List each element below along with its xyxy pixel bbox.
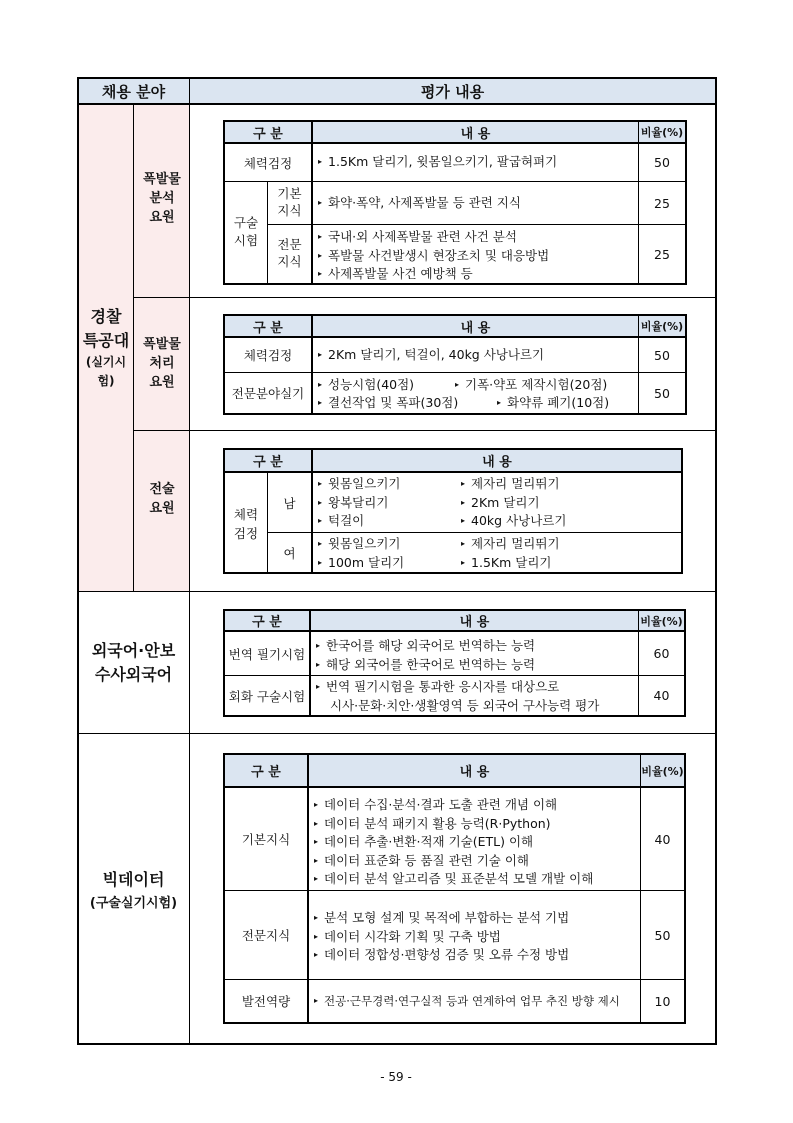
table2-header-ratio: 비율(%) <box>640 320 684 333</box>
disposal-label-line3: 요원 <box>149 375 175 390</box>
outer-border-right <box>715 77 717 1045</box>
bullet-icon: ▸ <box>455 380 460 389</box>
table1-expert-label <box>268 236 311 270</box>
table1-expert-item <box>318 248 549 267</box>
outer-row-divider-1 <box>134 297 716 298</box>
bullet-icon: ▸ <box>461 516 466 525</box>
table3-fitness-line2: 검정 <box>233 526 259 541</box>
table3-male-left <box>318 476 400 532</box>
disposal-label-line2: 처리 <box>149 356 175 371</box>
table3-header-content: 내 용 <box>482 455 512 470</box>
bullet-icon: ▸ <box>461 557 466 567</box>
bullet-icon: ▸ <box>318 269 323 278</box>
table2-header-gubun: 구 분 <box>253 320 283 336</box>
table2-fitness-content <box>318 347 544 366</box>
table5-border-bottom <box>223 1022 686 1024</box>
table5-basic-ratio: 40 <box>654 831 671 847</box>
table5-item <box>314 834 593 853</box>
header-recruitment-field: 채용 분야 <box>101 82 166 101</box>
table5-item-text: 데이터 분석 패키지 활용 능력(R·Python) <box>324 815 551 831</box>
table3-border-bottom <box>223 572 683 574</box>
eod-label-line1: 폭발물 <box>143 172 181 187</box>
table1-expert-text: 국내·외 사제폭발물 관련 사건 분석 <box>328 229 517 244</box>
table3-row-line <box>268 532 682 533</box>
table1-oral-label <box>225 214 267 250</box>
bullet-icon: ▸ <box>314 800 319 809</box>
table1-basic-ratio: 25 <box>654 195 670 211</box>
bullet-icon: ▸ <box>314 874 319 883</box>
bullet-icon: ▸ <box>318 250 323 260</box>
table4-header-content: 내 용 <box>459 615 490 630</box>
table2-practical-item <box>318 395 458 414</box>
police-category-line2: 특공대 <box>82 331 130 350</box>
table1-fitness-label: 체력검정 <box>243 155 293 171</box>
table3-header-gubun: 구 분 <box>253 455 283 470</box>
table1-basic-content <box>318 195 521 214</box>
bigdata-category <box>78 734 189 1044</box>
bullet-icon: ▸ <box>318 516 323 525</box>
table3-item-text: 제자리 멀리뛰기 <box>471 536 560 551</box>
police-category-line1: 경찰 <box>90 307 122 326</box>
table3-male-label: 남 <box>283 495 296 511</box>
table3-female-left <box>318 536 404 573</box>
bullet-icon: ▸ <box>314 950 319 959</box>
table4-item-text: 번역 필기시험을 통과한 응시자를 대상으로 <box>326 679 560 694</box>
table4-translation-content <box>316 638 535 675</box>
disposal-label-line1: 폭발물 <box>143 337 181 352</box>
table2-practical-item <box>455 377 607 396</box>
bullet-icon: ▸ <box>318 539 323 548</box>
foreign-category-line2: 수사외국어 <box>94 664 173 684</box>
table5-col-line <box>307 753 309 1024</box>
table5-border-right <box>684 753 686 1024</box>
foreign-language-category <box>78 592 189 733</box>
table5-expert-label: 전문지식 <box>241 928 291 943</box>
table1-expert-ratio: 25 <box>654 246 670 262</box>
table3-fitness-label <box>225 505 267 543</box>
bullet-icon: ▸ <box>318 557 323 567</box>
table1-expert-text: 폭발물 사건발생시 현장조치 및 대응방법 <box>328 247 550 263</box>
table5-item <box>314 871 593 890</box>
table5-item-text: 데이터 시각화 기획 및 구축 방법 <box>324 928 501 944</box>
bullet-icon: ▸ <box>314 931 319 941</box>
table5-expert-ratio: 50 <box>654 927 671 943</box>
bullet-icon: ▸ <box>314 855 319 865</box>
table3-item-text: 윗몸일으키기 <box>328 476 401 491</box>
bullet-icon: ▸ <box>314 996 319 1005</box>
bullet-icon: ▸ <box>316 641 321 650</box>
eod-analysis-label <box>134 170 190 227</box>
table4-translation-label: 번역 필기시험 <box>228 646 306 662</box>
table5-header-gubun: 구 분 <box>251 765 281 780</box>
table4-header-gubun: 구 분 <box>252 615 282 630</box>
table5-expert-content <box>314 910 569 966</box>
bullet-icon: ▸ <box>318 398 323 407</box>
bullet-icon: ▸ <box>314 913 319 922</box>
table2-fitness-text: 2Km 달리기, 턱걸이, 40kg 사낭나르기 <box>328 347 545 362</box>
eod-label-line2: 분석 <box>149 191 175 206</box>
table1-basic-text: 화약·폭약, 사제폭발물 등 관련 지식 <box>328 195 521 210</box>
table5-item <box>314 947 569 966</box>
table1-row-line-2 <box>268 224 686 225</box>
table4-border-right <box>684 609 686 717</box>
basic-label-line2: 지식 <box>277 203 302 218</box>
outer-header-divider <box>77 103 717 105</box>
table4-conversation-label: 회화 구술시험 <box>228 688 306 704</box>
expert-label-line2: 지식 <box>277 254 302 269</box>
table3-item-text: 1.5Km 달리기 <box>471 554 552 570</box>
police-category-line3: (실기시험) <box>85 355 127 388</box>
table4-item <box>316 657 535 676</box>
page-number: - 59 - <box>380 1070 412 1084</box>
table5-basic-label: 기본지식 <box>241 832 291 847</box>
table5-item-text: 데이터 표준화 등 품질 관련 기술 이해 <box>324 852 529 868</box>
table3-item <box>318 555 404 574</box>
table3-item-text: 턱걸이 <box>328 513 365 528</box>
table2-practical-text: 결선작업 및 폭파(30점) <box>328 395 459 410</box>
header-evaluation-content: 평가 내용 <box>420 82 485 101</box>
bigdata-category-line2: (구술실기시험) <box>89 895 178 911</box>
oral-label-line1: 구술 <box>233 215 259 230</box>
table1-fitness-content <box>318 154 557 173</box>
table3-item-text: 100m 달리기 <box>328 554 405 570</box>
table5-item <box>314 929 569 948</box>
table5-item <box>314 853 593 872</box>
bullet-icon: ▸ <box>318 479 323 488</box>
table2-fitness-ratio: 50 <box>654 347 670 363</box>
bullet-icon: ▸ <box>318 497 323 507</box>
table1-expert-content <box>318 229 549 285</box>
tactical-label-line2: 요원 <box>149 501 175 516</box>
bullet-icon: ▸ <box>461 479 466 488</box>
table3-female-label: 여 <box>283 545 296 561</box>
table3-item-text: 윗몸일으키기 <box>328 536 401 551</box>
table5-header-ratio: 비율(%) <box>641 764 684 778</box>
table5-item-text: 데이터 수집·분석·결과 도출 관련 개념 이해 <box>324 797 558 812</box>
table5-growth-label: 발전역량 <box>241 994 291 1009</box>
table2-practical-text: 기폭·약포 제작시험(20점) <box>465 377 608 392</box>
table3-item <box>318 476 400 495</box>
expert-label-line1: 전문 <box>277 237 302 252</box>
outer-row-divider-2 <box>134 430 716 431</box>
police-category <box>78 104 134 592</box>
table4-header-ratio: 비율(%) <box>640 614 683 628</box>
table4-translation-ratio: 60 <box>653 646 670 661</box>
table3-item-text: 2Km 달리기 <box>471 494 540 510</box>
table1-border-right <box>685 120 687 285</box>
table4-item-text: 해당 외국어를 한국어로 번역하는 능력 <box>326 656 536 672</box>
table1-header-ratio: 비율(%) <box>640 126 684 139</box>
table2-practical-label: 전문분야실기 <box>231 386 305 401</box>
eod-label-line3: 요원 <box>149 210 175 225</box>
tactical-label-line1: 전술 <box>149 482 175 497</box>
table3-item-text: 제자리 멀리뛰기 <box>471 476 560 491</box>
table1-expert-item <box>318 229 549 248</box>
table5-growth-content <box>314 993 620 1012</box>
bullet-icon: ▸ <box>461 497 466 507</box>
table2-practical-item <box>318 377 414 396</box>
table3-item <box>318 495 400 514</box>
table4-item-text: 한국어를 해당 외국어로 번역하는 능력 <box>326 638 536 653</box>
table1-fitness-ratio: 50 <box>654 155 670 170</box>
table3-male-right <box>461 476 566 532</box>
bullet-icon: ▸ <box>461 539 466 548</box>
table3-item <box>318 513 400 532</box>
table1-expert-text: 사제폭발물 사건 예방책 등 <box>328 266 473 281</box>
table2-practical-ratio: 50 <box>654 385 670 401</box>
table4-item <box>316 638 535 657</box>
bullet-icon: ▸ <box>316 682 321 691</box>
table5-basic-content <box>314 797 593 890</box>
table3-fitness-line1: 체력 <box>233 507 259 522</box>
table2-practical-text: 성능시험(40점) <box>328 377 415 392</box>
table5-item-text: 전공·근무경력·연구실적 등과 연계하여 업무 추진 방향 제시 <box>324 994 620 1008</box>
table3-item <box>461 495 566 514</box>
table5-item-text: 데이터 정합성·편향성 검증 및 오류 수정 방법 <box>324 947 570 962</box>
table2-practical-item <box>497 395 609 414</box>
table5-item <box>314 910 569 929</box>
table1-fitness-text: 1.5Km 달리기, 윗몸일으키기, 팔굽혀펴기 <box>328 154 558 169</box>
table5-item <box>314 816 593 835</box>
table4-conversation-content <box>316 679 599 714</box>
table1-basic-label <box>268 185 311 219</box>
table5-header-content: 내 용 <box>459 765 490 780</box>
bullet-icon: ▸ <box>318 157 323 166</box>
bigdata-category-line1: 빅데이터 <box>102 869 165 889</box>
tactical-label <box>134 480 190 518</box>
table1-header-content: 내 용 <box>460 126 491 142</box>
table1-row-line-1 <box>224 181 686 182</box>
table5-item-text: 데이터 분석 알고리즘 및 표준분석 모델 개발 이해 <box>324 871 594 886</box>
table3-border-right <box>681 448 683 574</box>
table3-item <box>461 555 560 574</box>
table5-item-text: 데이터 추출·변환·적재 기술(ETL) 이해 <box>324 834 534 849</box>
table2-fitness-label: 체력검정 <box>243 348 293 363</box>
table5-growth-ratio: 10 <box>654 993 671 1009</box>
table3-item <box>461 536 560 555</box>
table5-item <box>314 797 593 816</box>
table3-item-text: 40kg 사낭나르기 <box>471 513 567 528</box>
table4-item <box>316 679 599 698</box>
table3-item <box>461 513 566 532</box>
table4-conversation-ratio: 40 <box>653 688 670 703</box>
table3-item <box>318 536 404 555</box>
table1-header-gubun: 구 분 <box>253 126 283 142</box>
table5-item-text: 분석 모형 설계 및 목적에 부합하는 분석 기법 <box>324 910 570 925</box>
table4-item: 시사·문화·치안·생활영역 등 외국어 구사능력 평가 <box>330 697 600 713</box>
table1-expert-item <box>318 266 549 285</box>
table2-border-right <box>685 314 687 415</box>
table2-header-content: 내 용 <box>460 320 491 336</box>
table4-border-bottom <box>223 715 686 717</box>
bullet-icon: ▸ <box>314 837 319 846</box>
bullet-icon: ▸ <box>314 818 319 828</box>
bullet-icon: ▸ <box>318 232 323 241</box>
table3-item <box>461 476 566 495</box>
foreign-category-line1: 외국어·안보 <box>91 640 176 660</box>
table3-item-text: 왕복달리기 <box>328 494 389 510</box>
basic-label-line1: 기본 <box>277 186 302 201</box>
bullet-icon: ▸ <box>318 380 323 389</box>
bullet-icon: ▸ <box>318 198 323 207</box>
eod-disposal-label <box>134 335 190 392</box>
bullet-icon: ▸ <box>497 398 502 407</box>
table3-female-right <box>461 536 560 573</box>
bullet-icon: ▸ <box>316 659 321 669</box>
oral-label-line2: 시험 <box>233 233 259 248</box>
bullet-icon: ▸ <box>318 350 323 359</box>
table1-col-line <box>311 120 313 285</box>
table2-practical-text: 화약류 폐기(10점) <box>507 395 610 410</box>
